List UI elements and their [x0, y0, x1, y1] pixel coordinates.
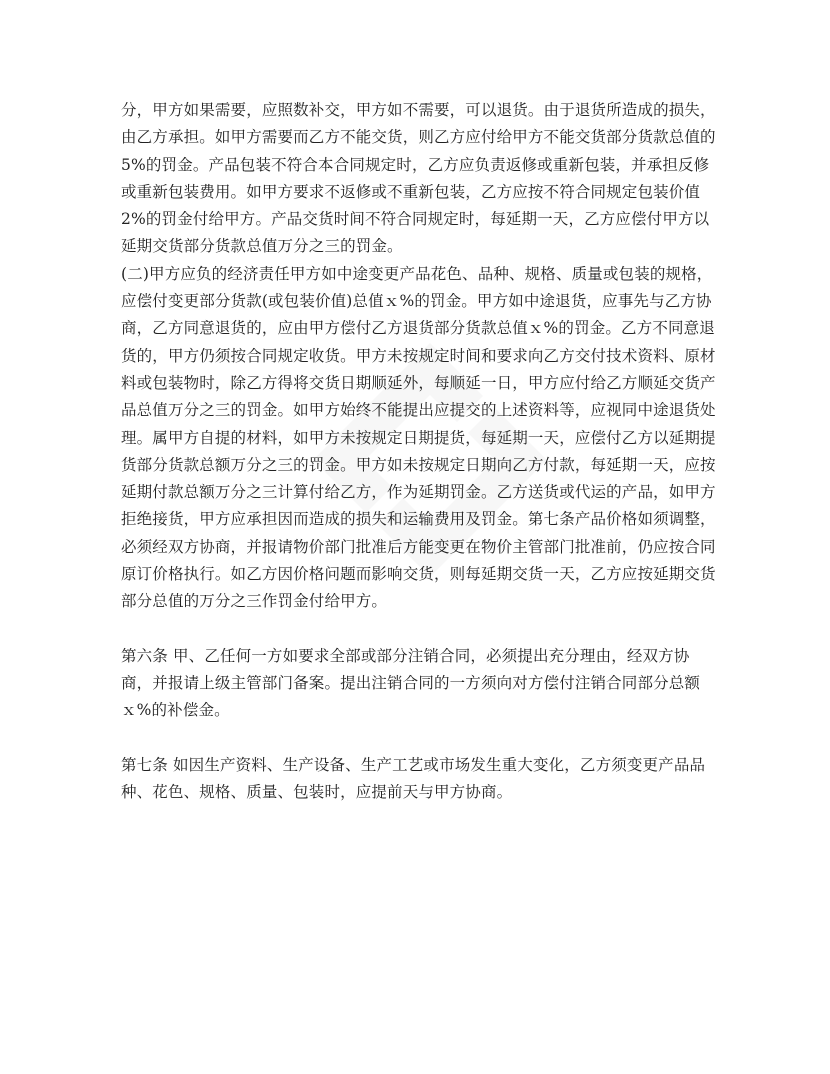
document-body [121, 97, 717, 806]
paragraph-penalty-seller: 分，甲方如果需要，应照数补交，甲方如不需要，可以退货。由于退货所造成的损失，由乙方承担。如甲方需要而乙方不能交货，则乙方应付给甲方不能交货部分货款总值的 5%的罚金。产品包装不符合本合同规定时，乙方应负责返修或重新包装，并承担反修或重新包装费用。如甲方要求不返修或不重新包装，乙方应按不符合同规定包装价值 2%的罚金付给甲方。产品交货时间不符合同规定时，每延期一天，乙方应偿付甲方以延期交货部分货款总值万分之三的罚金。 [121, 101, 716, 256]
paragraph-buyer-liability: (二)甲方应负的经济责任甲方如中途变更产品花色、品种、规格、质量或包装的规格，应偿付变更部分货款(或包装价值)总值ｘ%的罚金。甲方如中途退货，应事先与乙方协商，乙方同意退货的，应由甲方偿付乙方退货部分货款总值ｘ%的罚金。乙方不同意退货的，甲方仍须按合同规定收货。甲方未按规定时间和要求向乙方交付技术资料、原材料或包装物时，除乙方得将交货日期顺延外，每顺延一日，甲方应付给乙方顺延交货产品总值万分之三的罚金。如甲方始终不能提出应提交的上述资料等，应视同中途退货处理。属甲方自提的材料，如甲方未按规定日期提货，每延期一天，应偿付乙方以延期提货部分货款总额万分之三的罚金。甲方如未按规定日期向乙方付款，每延期一天，应按延期付款总额万分之三计算付给乙方，作为延期罚金。乙方送货或代运的产品，如甲方拒绝接货，甲方应承担因而造成的损失和运输费用及罚金。第七条产品价格如须调整，必须经双方协商，并报请物价部门批准后方能变更在物价主管部门批准前，仍应按合同原订价格执行。如乙方因价格问题而影响交货，则每延期交货一天，乙方应按延期交货部分总值的万分之三作罚金付给甲方。 [121, 264, 716, 611]
paragraph-article-seven: 第七条 如因生产资料、生产设备、生产工艺或市场发生重大变化，乙方须变更产品品种、花色、规格、质量、包装时，应提前天与甲方协商。 [121, 755, 706, 801]
paragraph-article-six: 第六条 甲、乙任何一方如要求全部或部分注销合同，必须提出充分理由，经双方协商，并报请上级主管部门备案。提出注销合同的一方须向对方偿付注销合同部分总额ｘ%的补偿金。 [121, 646, 701, 720]
